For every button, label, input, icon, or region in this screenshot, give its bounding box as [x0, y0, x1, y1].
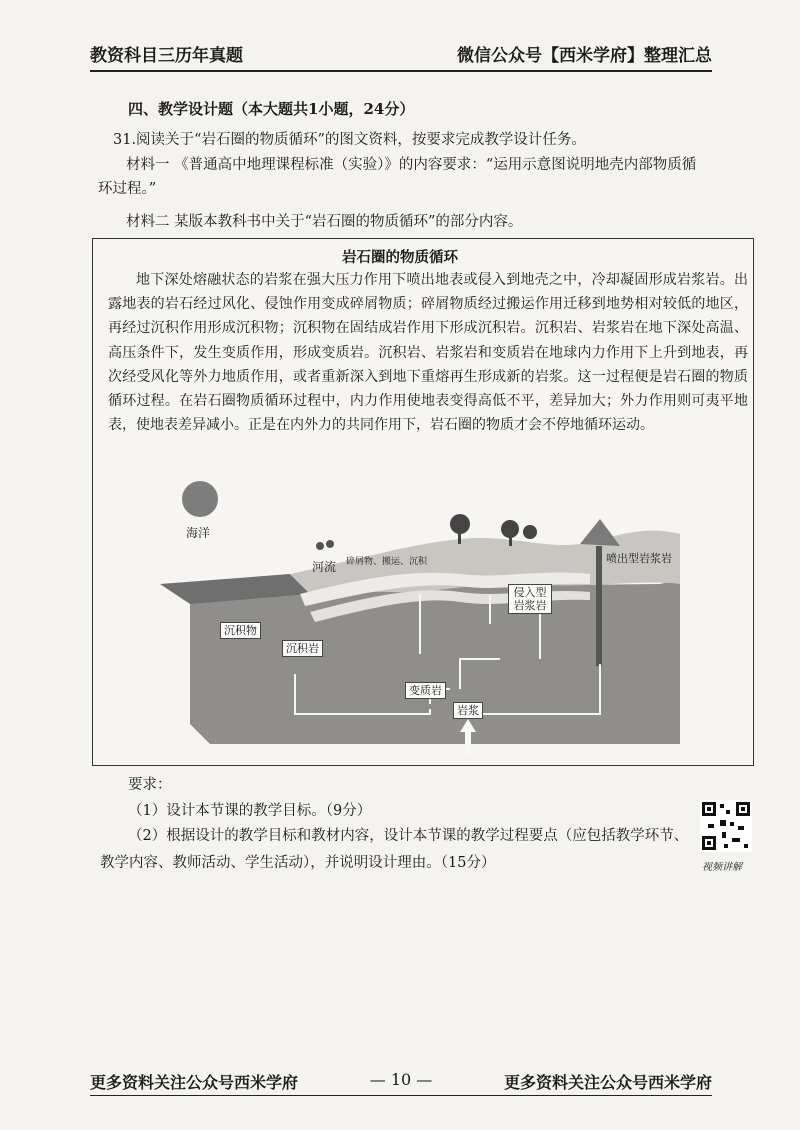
requirement-2: （2）根据设计的教学目标和教材内容，设计本节课的教学过程要点（应包括教学环节、教学内容、教师活动、学生活动），并说明设计理由。（15分） [100, 828, 689, 871]
material-2: 材料二 某版本教科书中关于“岩石圈的物质循环”的部分内容。 [126, 214, 523, 230]
tree-icon [326, 540, 334, 548]
sun-icon [182, 481, 218, 517]
label-magma: 岩浆 [453, 702, 483, 719]
requirement-1: （1）设计本节课的教学目标。（9分） [128, 803, 372, 819]
page-header [90, 38, 712, 72]
magma-conduit [596, 546, 602, 666]
label-sediment-transport: 碎屑物、搬运、沉积 [346, 557, 428, 567]
header-right: 微信公众号【西米学府】整理汇总 [457, 46, 712, 66]
page-number: — 10 — [369, 1070, 433, 1089]
requirements-label: 要求： [128, 777, 172, 793]
excerpt-text: 地下深处熔融状态的岩浆在强大压力作用下喷出地表或侵入到地壳之中，冷却凝固形成岩浆岩。出露地表的岩石经过风化、侵蚀作用变成碎屑物质；碎屑物质经过搬运作用迁移到地势相对较低的地区，再经过沉积作用形成沉积物；沉积物在固结成岩作用下形成沉积岩。沉积岩、岩浆岩在地下深处高温、高压条件下，发生变质作用，形成变质岩。沉积岩、岩浆岩和变质岩在地球内力作用下上升到地表，再次经受风化等外力地质作用，或者重新深入到地下重熔再生形成新的岩浆。这一过程便是岩石圈的物质循环过程。在岩石圈物质循环过程中，内力作用使地表变得高低不平，差异加大；外力作用则可夷平地表，使地表差异减小。正是在内外力的共同作用下，岩石圈的物质才会不停地循环运动。 [108, 272, 748, 434]
section-title: 四、教学设计题（本大题共1小题，24分） [128, 100, 415, 118]
tree-icon [523, 525, 537, 539]
label-river: 河流 [312, 560, 337, 574]
footer-right: 更多资料关注公众号西米学府 [503, 1073, 712, 1092]
footer-left: 更多资料关注公众号西米学府 [90, 1073, 299, 1092]
qr-code-icon[interactable] [700, 800, 752, 852]
label-sediment: 沉积物 [220, 622, 261, 639]
excerpt-title: 岩石圈的物质循环 [342, 249, 458, 266]
label-ocean: 海洋 [186, 526, 211, 540]
magma-upflow-arrow [465, 729, 471, 754]
rock-cycle-illustration [160, 474, 700, 754]
page-footer [90, 1070, 712, 1096]
header-left: 教资科目三历年真题 [90, 46, 243, 66]
rock-cycle-diagram [160, 474, 700, 754]
tree-icon [316, 542, 324, 550]
tree-icon [501, 520, 519, 538]
material-1: 材料一 《普通高中地理课程标准（实验）》的内容要求：“运用示意图说明地壳内部物质循环过程。” [98, 157, 697, 197]
tree-icon [450, 514, 470, 534]
question-text: 31.阅读关于“岩石圈的物质循环”的图文资料，按要求完成教学设计任务。 [113, 132, 586, 148]
label-extrusive-rock: 喷出型岩浆岩 [606, 552, 672, 565]
label-intrusive-rock: 侵入型岩浆岩 [508, 584, 552, 614]
label-metamorphic-rock: 变质岩 [405, 682, 446, 699]
qr-label: 视频讲解 [702, 862, 742, 873]
label-sedimentary-rock: 沉积岩 [282, 640, 323, 657]
block-front [190, 579, 680, 744]
volcano-icon [580, 519, 620, 546]
